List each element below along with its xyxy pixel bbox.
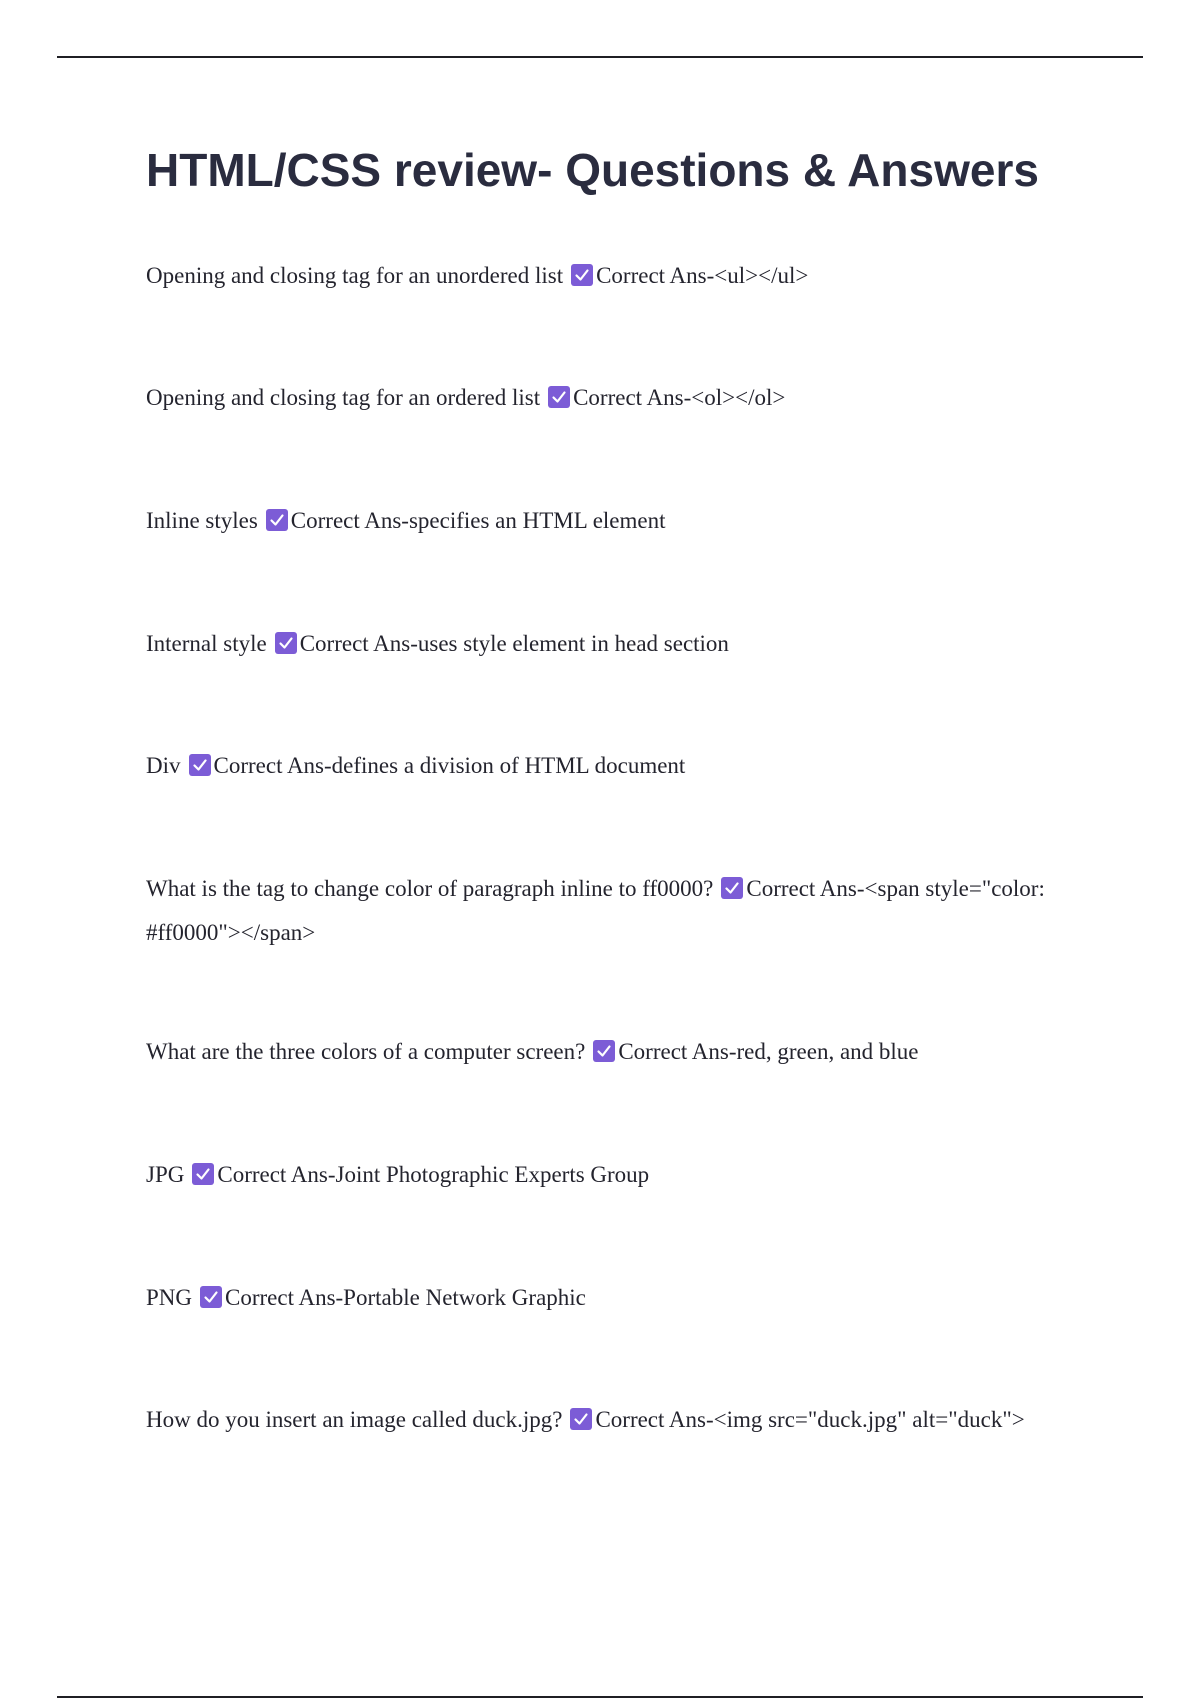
check-box-icon — [192, 1163, 214, 1185]
answer-text: Correct Ans-<span style="color: #ff0000"></span> — [146, 876, 1045, 945]
question-text: JPG — [146, 1162, 185, 1187]
qa-item — [146, 1398, 1106, 1442]
check-box-icon — [571, 264, 593, 286]
question-text: PNG — [146, 1285, 193, 1310]
question-text: Div — [146, 753, 181, 778]
answer-text: Correct Ans-red, green, and blue — [618, 1039, 919, 1064]
question-text: Opening and closing tag for an unordered list — [146, 263, 564, 288]
question-text: Internal style — [146, 631, 267, 656]
qa-item — [146, 622, 1106, 666]
question-text: What are the three colors of a computer screen? — [146, 1039, 586, 1064]
qa-item — [146, 376, 1106, 420]
question-text: What is the tag to change color of paragraph inline to ff0000? — [146, 876, 714, 901]
page-title: HTML/CSS review- Questions & Answers — [146, 144, 1039, 196]
qa-item — [146, 744, 1106, 788]
qa-item — [146, 1153, 1106, 1197]
question-text: Inline styles — [146, 508, 258, 533]
qa-item — [146, 254, 1106, 298]
check-box-icon — [548, 386, 570, 408]
question-text: How do you insert an image called duck.jpg? — [146, 1407, 563, 1432]
check-box-icon — [570, 1408, 592, 1430]
question-text: Opening and closing tag for an ordered list — [146, 385, 541, 410]
check-box-icon — [266, 509, 288, 531]
bottom-divider — [57, 1696, 1143, 1698]
check-box-icon — [200, 1286, 222, 1308]
check-box-icon — [721, 877, 743, 899]
top-divider — [57, 56, 1143, 58]
check-box-icon — [275, 632, 297, 654]
qa-item — [146, 499, 1106, 543]
answer-text: Correct Ans-specifies an HTML element — [290, 508, 666, 533]
qa-item — [146, 1276, 1106, 1320]
answer-text: Correct Ans-<ol></ol> — [573, 385, 786, 410]
qa-item — [146, 867, 1106, 955]
answer-text: Correct Ans-uses style element in head section — [299, 631, 729, 656]
answer-text: Correct Ans-<ul></ul> — [596, 263, 809, 288]
check-box-icon — [593, 1040, 615, 1062]
answer-text: Correct Ans-Portable Network Graphic — [225, 1285, 586, 1310]
answer-text: Correct Ans-defines a division of HTML document — [213, 753, 686, 778]
answer-text: Correct Ans-Joint Photographic Experts Group — [217, 1162, 650, 1187]
answer-text: Correct Ans-<img src="duck.jpg" alt="duck"> — [595, 1407, 1025, 1432]
check-box-icon — [189, 754, 211, 776]
qa-item — [146, 1030, 1106, 1074]
